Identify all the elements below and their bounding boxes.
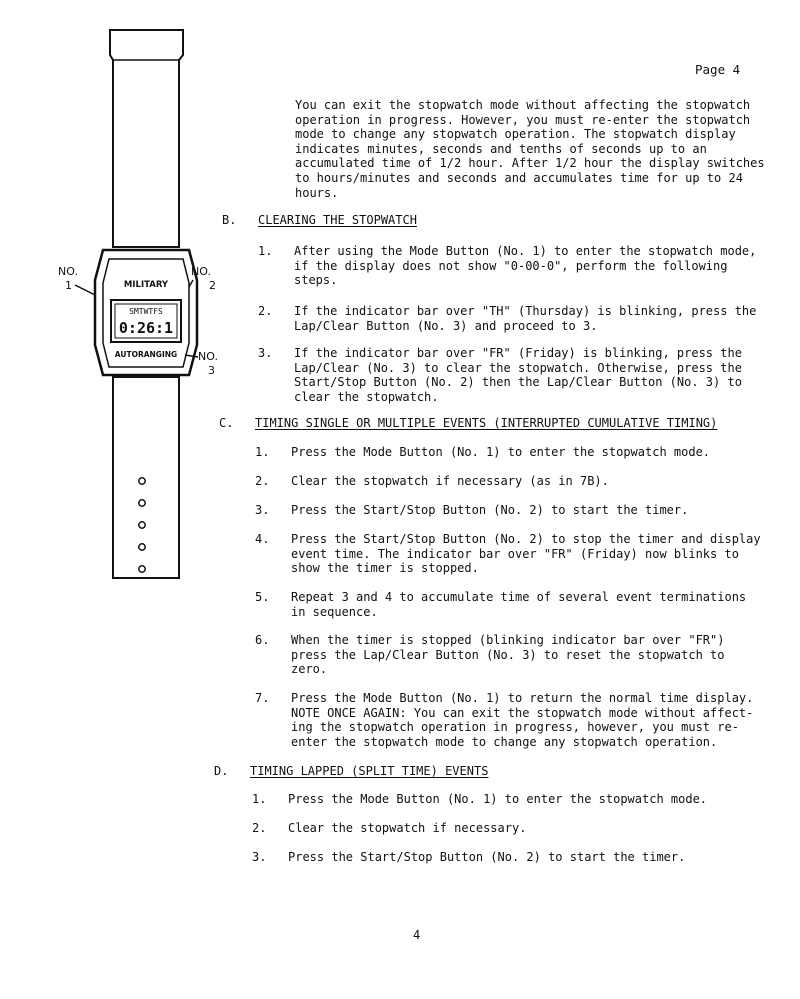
section-b-letter: B. (222, 213, 237, 227)
watch-day-indicators: SMTWTFS (129, 307, 163, 316)
item-text: When the timer is stopped (blinking indicator bar over "FR") press the Lap/Clear Button (No. 3) to reset the stopwatch to zero. (291, 633, 725, 677)
item-number: 3. (255, 503, 270, 517)
item-number: 5. (255, 590, 270, 604)
svg-text:NO.: NO. (198, 350, 218, 363)
item-number: 6. (255, 633, 270, 647)
svg-text:3: 3 (208, 364, 215, 377)
item-text: If the indicator bar over "TH" (Thursday) is blinking, press the Lap/Clear Button (No. 3) and proceed to 3. (294, 304, 757, 333)
section-c-letter: C. (219, 416, 234, 430)
section-b-title: CLEARING THE STOPWATCH (258, 213, 417, 227)
strap-hole (139, 566, 145, 572)
item-text: Repeat 3 and 4 to accumulate time of several event terminations in sequence. (291, 590, 747, 619)
item-number: 3. (258, 346, 273, 360)
svg-text:NO.: NO. (191, 265, 211, 278)
section-c-title: TIMING SINGLE OR MULTIPLE EVENTS (INTERRUPTED CUMULATIVE TIMING) (255, 416, 718, 430)
item-number: 2. (258, 304, 273, 318)
item-number: 1. (255, 445, 270, 459)
watch-illustration (55, 25, 235, 590)
svg-text:NO.: NO. (58, 265, 78, 278)
item-text: Clear the stopwatch if necessary. (288, 821, 527, 835)
item-text: If the indicator bar over "FR" (Friday) is blinking, press the Lap/Clear (No. 3) to clear the stopwatch. Otherwise, press the Start/Stop Button (No. 2) then the Lap/Clear Button (No. 3) to clear the stopwatch. (294, 346, 742, 404)
item-number: 2. (255, 474, 270, 488)
button-label-no2 (189, 265, 216, 292)
page-header-label: Page 4 (695, 62, 741, 77)
item-number: 3. (252, 850, 267, 864)
footer-page-number: 4 (413, 928, 421, 942)
svg-text:1: 1 (65, 279, 72, 292)
strap-hole (139, 478, 145, 484)
item-text: Press the Start/Stop Button (No. 2) to start the timer. (291, 503, 689, 517)
item-text: Clear the stopwatch if necessary (as in 7B). (291, 474, 609, 488)
item-text: Press the Start/Stop Button (No. 2) to stop the timer and display event time. The indicator bar over "FR" (Friday) now blinks to show the timer is stopped. (291, 532, 761, 576)
button-label-no1 (58, 265, 95, 295)
item-text: Press the Mode Button (No. 1) to enter the stopwatch mode. (288, 792, 708, 806)
item-number: 1. (252, 792, 267, 806)
svg-text:2: 2 (209, 279, 216, 292)
strap-hole (139, 544, 145, 550)
item-text: After using the Mode Button (No. 1) to enter the stopwatch mode, if the display does not show "0-00-0", perform the following steps. (294, 244, 757, 288)
item-text: Press the Start/Stop Button (No. 2) to start the timer. (288, 850, 686, 864)
item-number: 4. (255, 532, 270, 546)
watch-brand-bottom: AUTORANGING (114, 350, 178, 359)
item-number: 2. (252, 821, 267, 835)
watch-strap-lower (113, 377, 179, 578)
strap-hole (139, 500, 145, 506)
item-number: 7. (255, 691, 270, 705)
strap-hole (139, 522, 145, 528)
watch-display-digits: 0:26:1 (118, 319, 174, 337)
item-number: 1. (258, 244, 273, 258)
watch-brand-top: MILITARY (123, 280, 169, 290)
section-d-title: TIMING LAPPED (SPLIT TIME) EVENTS (250, 764, 489, 778)
item-text: Press the Mode Button (No. 1) to enter the stopwatch mode. (291, 445, 711, 459)
intro-paragraph: You can exit the stopwatch mode without affecting the stopwatch operation in progress. However, you must re-enter the stopwatch mode to change any stopwatch operation. The stopwatch display indicates minutes, seconds and tenths of seconds up to an accumulated time of 1/2 hour. After 1/2 hour the display switches to hours/minutes and seconds and accumulates time for up to 24 hours. (295, 98, 765, 200)
watch-strap-upper (110, 30, 183, 247)
section-d-letter: D. (214, 764, 229, 778)
item-text: Press the Mode Button (No. 1) to return the normal time display. NOTE ONCE AGAIN: You can exit the stopwatch mode without affect- ing the stopwatch operation in progress, however, you must re- enter the stopwatch mode to change any stopwatch operation. (291, 691, 754, 749)
